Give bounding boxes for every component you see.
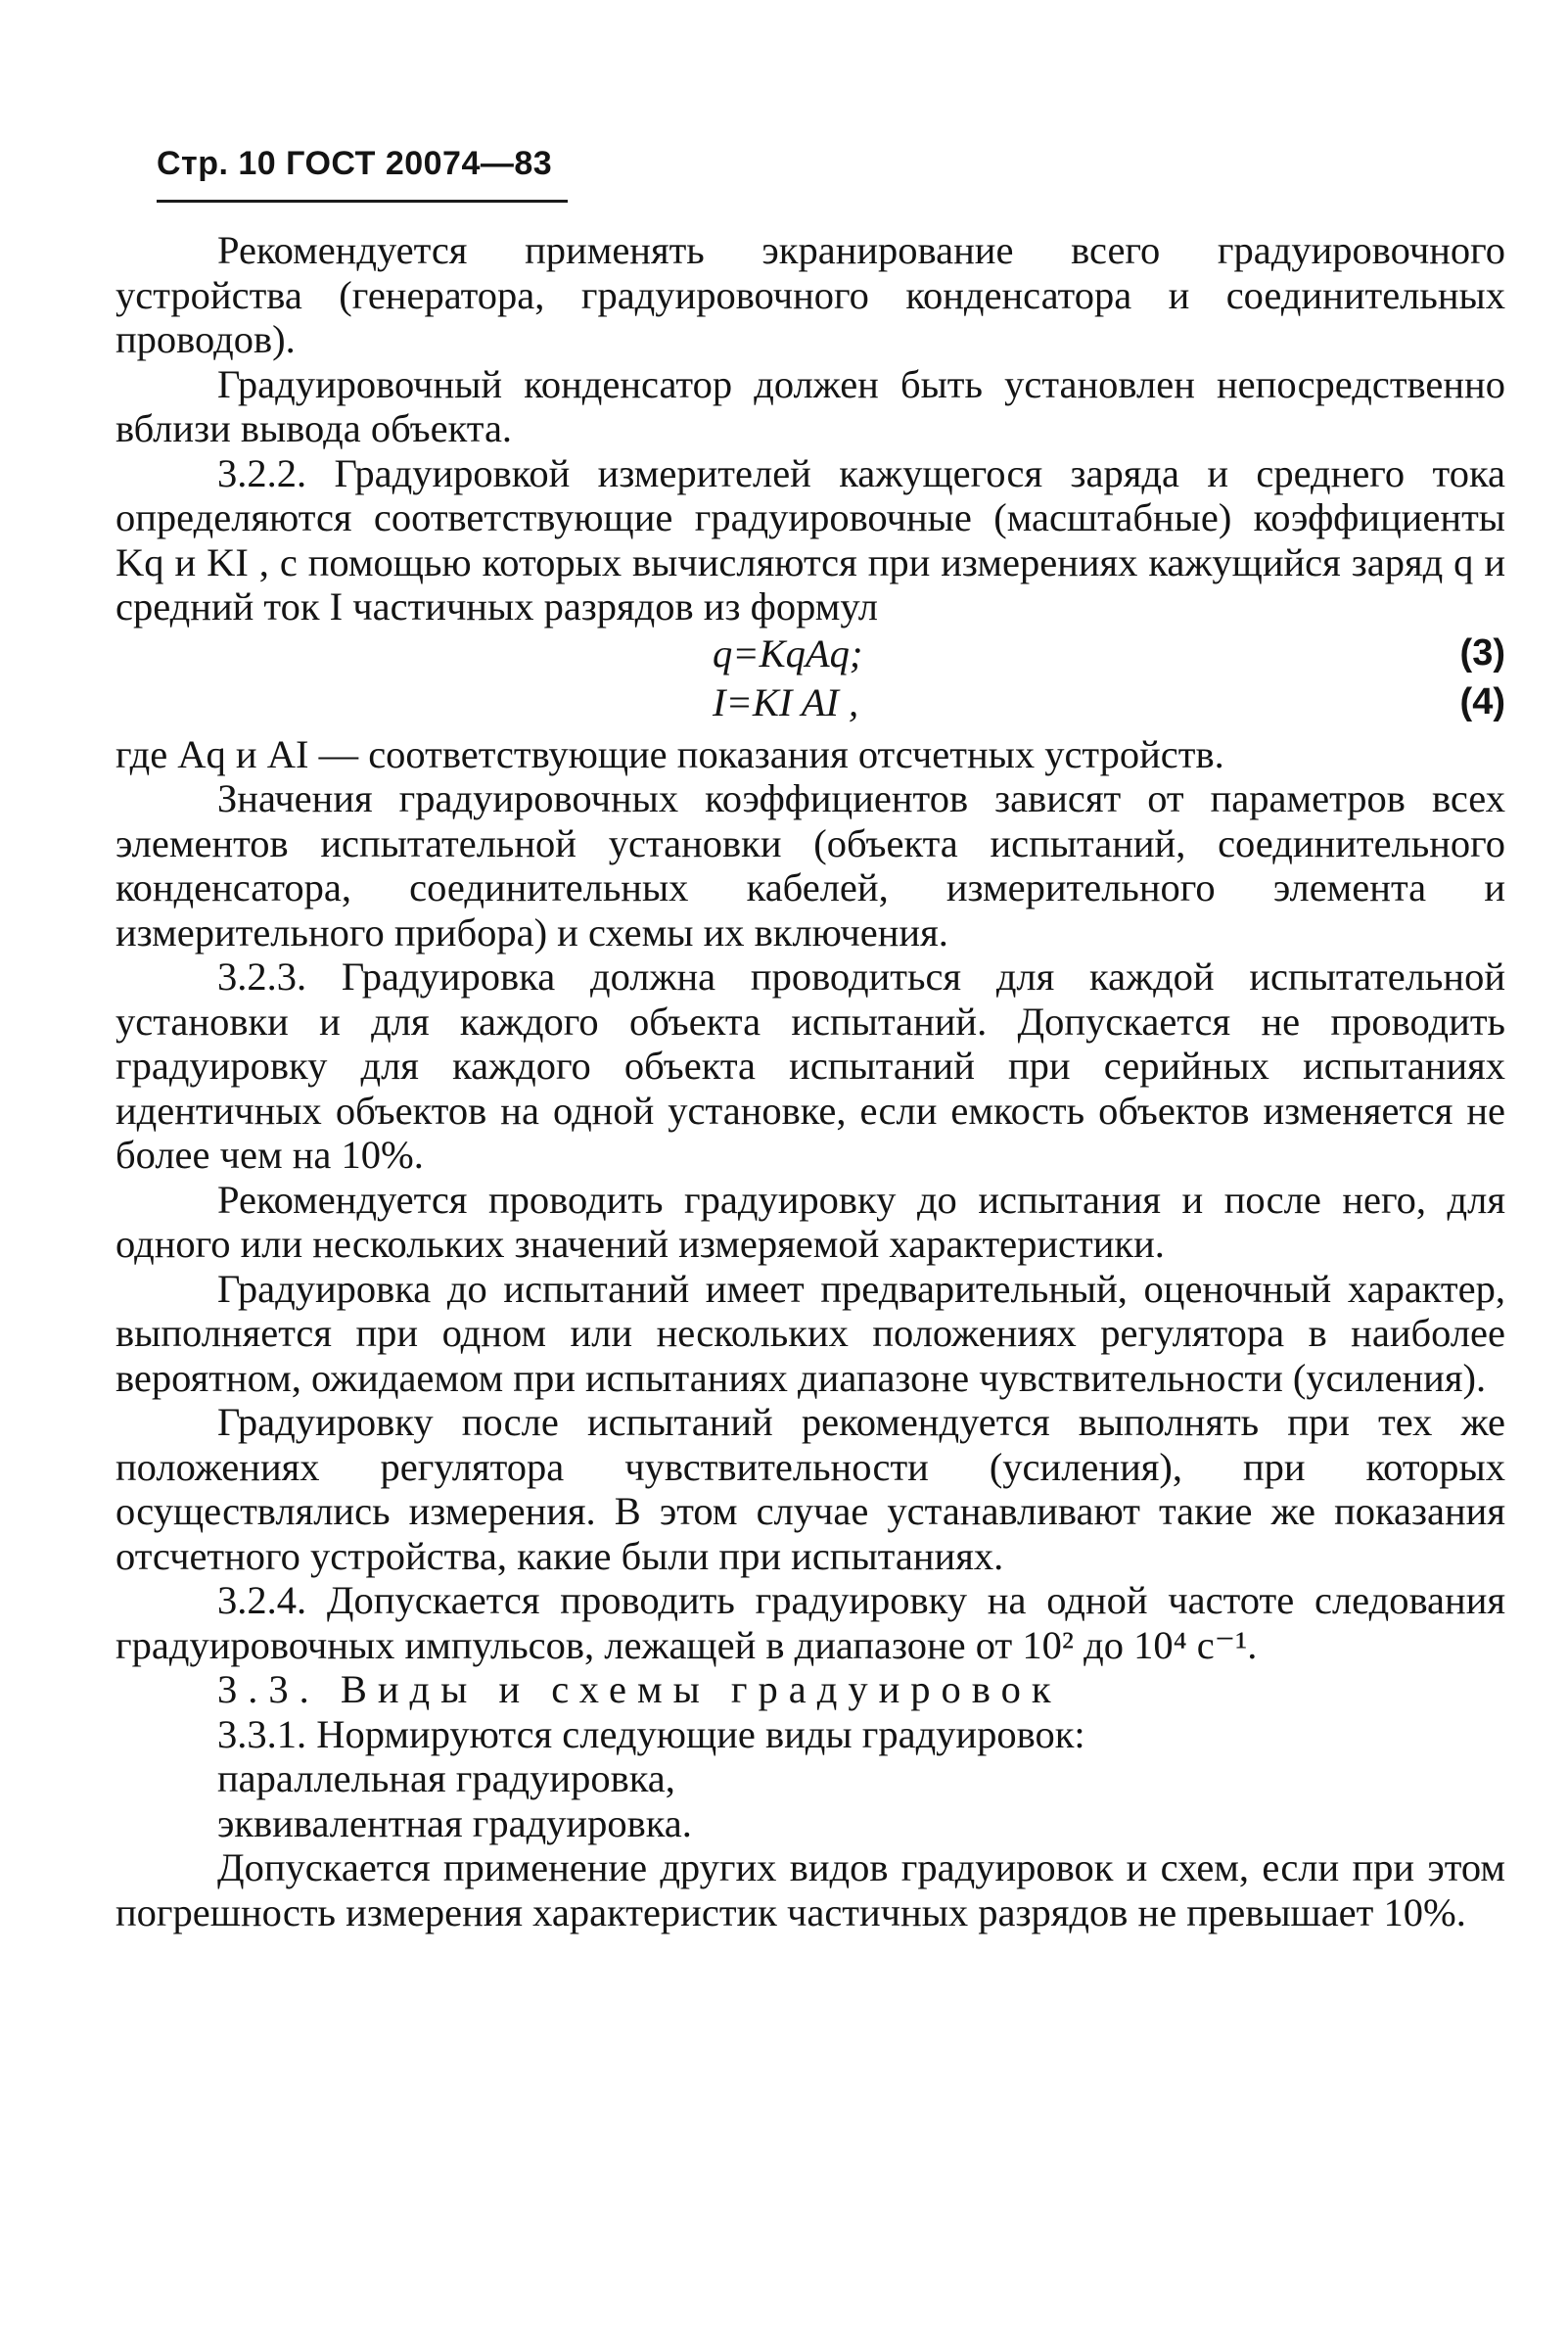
document-body xyxy=(115,228,1505,1934)
paragraph-3-3-1: 3.3.1. Нормируются следующие виды градуировок: xyxy=(217,1711,1085,1756)
paragraph-before-after: Рекомендуется проводить градуировку до испытания и после него, для одного или нескольких значений измеряемой характеристики. xyxy=(115,1177,1505,1266)
paragraph-screening: Рекомендуется применять экранирование всего градуировочного устройства (генератора, градуировочного конденсатора и соединительных проводов). xyxy=(115,228,1505,361)
paragraph-3-2-2: 3.2.2. Градуировкой измерителей кажущегося заряда и среднего тока определяются соответствующие градуировочные (масштабные) коэффициенты Kq и KI , с помощью которых вычисляются при измерениях кажущийся заряд q и средний ток I частичных разрядов из формул xyxy=(115,450,1505,629)
page-header: Стр. 10 ГОСТ 20074—83 xyxy=(157,145,553,182)
paragraph-after-tests: Градуировку после испытаний рекомендуется выполнять при тех же положениях регулятора чувствительности (усиления), при которых осуществлялись измерения. В этом случае устанавливают такие же показания отсчетного устройства, какие были при испытаниях. xyxy=(115,1400,1505,1578)
formula-number-3: (3) xyxy=(1459,631,1505,674)
formula-row-3 xyxy=(115,631,1505,680)
formula-number-4: (4) xyxy=(1459,680,1505,722)
paragraph-3-2-3: 3.2.3. Градуировка должна проводиться для каждой испытательной установки и для каждого объекта испытаний. Допускается не проводить градуировку для каждого объекта испытаний при серийных испытаниях идентичных объектов на одной установке, если емкость объектов изменяется не более чем на 10%. xyxy=(115,954,1505,1177)
list-item-parallel: параллельная градуировка, xyxy=(217,1756,675,1800)
paragraph-other-types: Допускается применение других видов градуировок и схем, если при этом погрешность измерения характеристик частичных разрядов не превышает 10%. xyxy=(115,1845,1505,1934)
paragraph-coefficients: Значения градуировочных коэффициентов зависят от параметров всех элементов испытательной установки (объекта испытаний, соединительного конденсатора, соединительных кабелей, измерительного элемента и измерительного прибора) и схемы их включения. xyxy=(115,776,1505,954)
section-heading-3-3: 3.3. Виды и схемы градуировок xyxy=(217,1667,1062,1711)
formula-row-4 xyxy=(115,680,1505,729)
formula-charge: q=KqAq; xyxy=(713,630,863,675)
paragraph-where: где Aq и AI — соответствующие показания отсчетных устройств. xyxy=(115,731,1224,776)
header-rule xyxy=(157,200,568,203)
formula-current: I=KI AI , xyxy=(713,679,859,724)
paragraph-3-2-4: 3.2.4. Допускается проводить градуировку на одной частоте следования градуировочных импульсов, лежащей в диапазоне от 10² до 10⁴ с⁻¹. xyxy=(115,1578,1505,1667)
paragraph-preliminary: Градуировка до испытаний имеет предварительный, оценочный характер, выполняется при одном или нескольких положениях регулятора в наиболее вероятном, ожидаемом при испытаниях диапазоне чувствительности (усиления). xyxy=(115,1266,1505,1400)
paragraph-capacitor-placement: Градуировочный конденсатор должен быть установлен непосредственно вблизи вывода объекта. xyxy=(115,361,1505,450)
list-item-equivalent: эквивалентная градуировка. xyxy=(217,1800,692,1845)
formula-block xyxy=(115,629,1505,732)
